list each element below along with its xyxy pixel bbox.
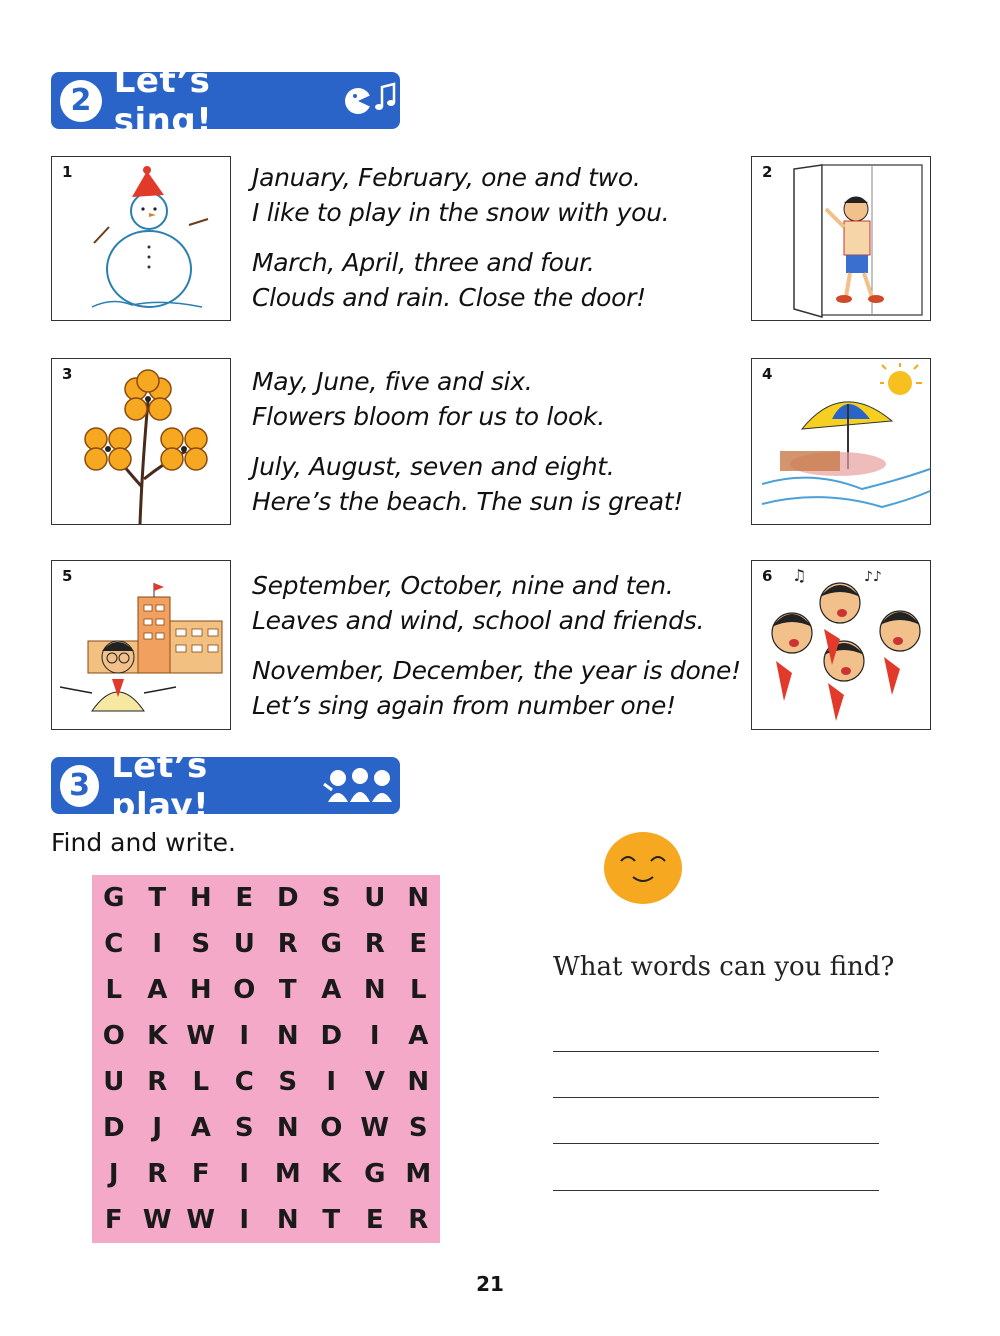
question-text: What words can you find? <box>553 952 895 982</box>
grid-letter[interactable]: I <box>239 1159 250 1189</box>
grid-letter[interactable]: S <box>234 1113 254 1143</box>
verse-3 <box>252 568 742 723</box>
grid-letter[interactable]: S <box>191 929 211 959</box>
grid-letter[interactable]: D <box>102 1113 125 1143</box>
grid-letter[interactable]: U <box>233 929 255 959</box>
section-number: 3 <box>60 765 99 807</box>
grid-letter[interactable]: U <box>364 883 386 913</box>
section-2-banner <box>51 60 400 141</box>
picture-number: 3 <box>62 365 73 383</box>
grid-letter[interactable]: T <box>148 883 167 913</box>
section-3-banner <box>51 745 400 826</box>
smiley-face-icon <box>603 831 683 909</box>
grid-letter[interactable]: N <box>407 1067 430 1097</box>
grid-letter[interactable]: I <box>239 1021 250 1051</box>
grid-letter[interactable]: J <box>108 1159 119 1189</box>
school-icon <box>52 561 232 731</box>
grid-letter[interactable]: S <box>278 1067 298 1097</box>
grid-letter[interactable]: I <box>239 1205 250 1235</box>
grid-letter[interactable]: G <box>364 1159 386 1189</box>
grid-letter[interactable]: N <box>276 1021 299 1051</box>
grid-letter[interactable]: R <box>364 929 385 959</box>
grid-letter[interactable]: U <box>103 1067 125 1097</box>
grid-letter[interactable]: O <box>320 1113 343 1143</box>
picture-number: 2 <box>762 163 773 181</box>
grid-letter[interactable]: R <box>147 1159 168 1189</box>
grid-letter[interactable]: A <box>147 975 168 1005</box>
grid-letter[interactable]: H <box>189 975 212 1005</box>
grid-letter[interactable]: K <box>321 1159 342 1189</box>
picture-boy-closing-door <box>751 156 931 321</box>
grid-letter[interactable]: S <box>408 1113 428 1143</box>
lyric-line: September, October, nine and ten. <box>252 571 674 600</box>
grid-letter[interactable]: L <box>409 975 427 1005</box>
grid-letter[interactable]: L <box>105 975 123 1005</box>
lyric-line: March, April, three and four. <box>252 248 595 277</box>
grid-letter[interactable]: D <box>276 883 299 913</box>
grid-letter[interactable]: N <box>276 1205 299 1235</box>
picture-orange-flowers <box>51 358 231 525</box>
lyric-line: Flowers bloom for us to look. <box>252 402 605 431</box>
lyric-line: July, August, seven and eight. <box>252 452 615 481</box>
grid-letter[interactable]: M <box>274 1159 301 1189</box>
picture-boy-at-school <box>51 560 231 730</box>
grid-letter[interactable]: N <box>407 883 430 913</box>
svg-text:♫: ♫ <box>792 566 807 585</box>
picture-number: 6 <box>762 567 773 585</box>
grid-letter[interactable]: F <box>191 1159 210 1189</box>
grid-letter[interactable]: D <box>320 1021 343 1051</box>
grid-letter[interactable]: K <box>147 1021 168 1051</box>
grid-letter[interactable]: M <box>405 1159 432 1189</box>
grid-letter[interactable]: T <box>278 975 297 1005</box>
picture-children-singing <box>751 560 931 730</box>
grid-letter[interactable]: W <box>186 1205 216 1235</box>
page-number: 21 <box>476 1272 504 1296</box>
section-number: 2 <box>60 80 102 122</box>
picture-number: 1 <box>62 163 73 181</box>
verse-1 <box>252 160 742 315</box>
beach-icon <box>752 359 932 526</box>
grid-letter[interactable]: I <box>369 1021 380 1051</box>
children-playing-icon <box>320 764 400 808</box>
grid-letter[interactable]: T <box>322 1205 341 1235</box>
lyric-line: Leaves and wind, school and friends. <box>252 606 705 635</box>
grid-letter[interactable]: R <box>408 1205 429 1235</box>
grid-letter[interactable]: W <box>142 1205 172 1235</box>
grid-letter[interactable]: W <box>186 1021 216 1051</box>
grid-letter[interactable]: N <box>276 1113 299 1143</box>
lyric-line: I like to play in the snow with you. <box>252 198 670 227</box>
grid-letter[interactable]: O <box>102 1021 125 1051</box>
verse-2 <box>252 364 742 519</box>
picture-number: 5 <box>62 567 73 585</box>
grid-letter[interactable]: N <box>363 975 386 1005</box>
answer-line[interactable] <box>553 1097 879 1098</box>
grid-letter[interactable]: A <box>321 975 342 1005</box>
grid-letter[interactable]: S <box>321 883 341 913</box>
section-title: Let’s play! <box>111 745 210 826</box>
grid-letter[interactable]: I <box>152 929 163 959</box>
answer-line[interactable] <box>553 1051 879 1052</box>
singing-music-icon <box>342 79 400 123</box>
picture-beach-umbrella-sun <box>751 358 931 525</box>
picture-snowman <box>51 156 231 321</box>
grid-letter[interactable]: R <box>147 1067 168 1097</box>
lyric-line: January, February, one and two. <box>252 163 641 192</box>
picture-number: 4 <box>762 365 773 383</box>
grid-letter[interactable]: E <box>235 883 254 913</box>
grid-letter[interactable]: C <box>104 929 124 959</box>
lyric-line: May, June, five and six. <box>252 367 533 396</box>
grid-letter[interactable]: E <box>409 929 428 959</box>
grid-letter[interactable]: E <box>365 1205 384 1235</box>
answer-line[interactable] <box>553 1190 879 1191</box>
grid-letter[interactable]: R <box>277 929 298 959</box>
grid-letter[interactable]: G <box>320 929 342 959</box>
section-title: Let’s sing! <box>113 60 213 141</box>
grid-letter[interactable]: O <box>233 975 256 1005</box>
word-search-grid[interactable] <box>92 875 440 1243</box>
grid-letter[interactable]: F <box>104 1205 123 1235</box>
flower-icon <box>52 359 232 526</box>
children-singing-icon <box>752 561 932 731</box>
grid-letter[interactable]: L <box>192 1067 210 1097</box>
grid-letter[interactable]: A <box>408 1021 429 1051</box>
lyric-line: Here’s the beach. The sun is great! <box>252 487 683 516</box>
lyric-line: Clouds and rain. Close the door! <box>252 283 646 312</box>
snowman-icon <box>52 157 232 322</box>
grid-letter[interactable]: V <box>364 1067 385 1097</box>
grid-letter[interactable]: I <box>326 1067 337 1097</box>
lyric-line: Let’s sing again from number one! <box>252 691 676 720</box>
grid-letter[interactable]: W <box>360 1113 390 1143</box>
grid-letter[interactable]: G <box>103 883 125 913</box>
grid-letter[interactable]: J <box>152 1113 163 1143</box>
answer-line[interactable] <box>553 1143 879 1144</box>
lyric-line: November, December, the year is done! <box>252 656 741 685</box>
grid-letter[interactable]: H <box>189 883 212 913</box>
door-icon <box>752 157 932 322</box>
svg-text:♪♪: ♪♪ <box>864 569 882 585</box>
grid-letter[interactable]: C <box>234 1067 254 1097</box>
grid-letter[interactable]: A <box>190 1113 211 1143</box>
instruction-text: Find and write. <box>51 828 236 857</box>
